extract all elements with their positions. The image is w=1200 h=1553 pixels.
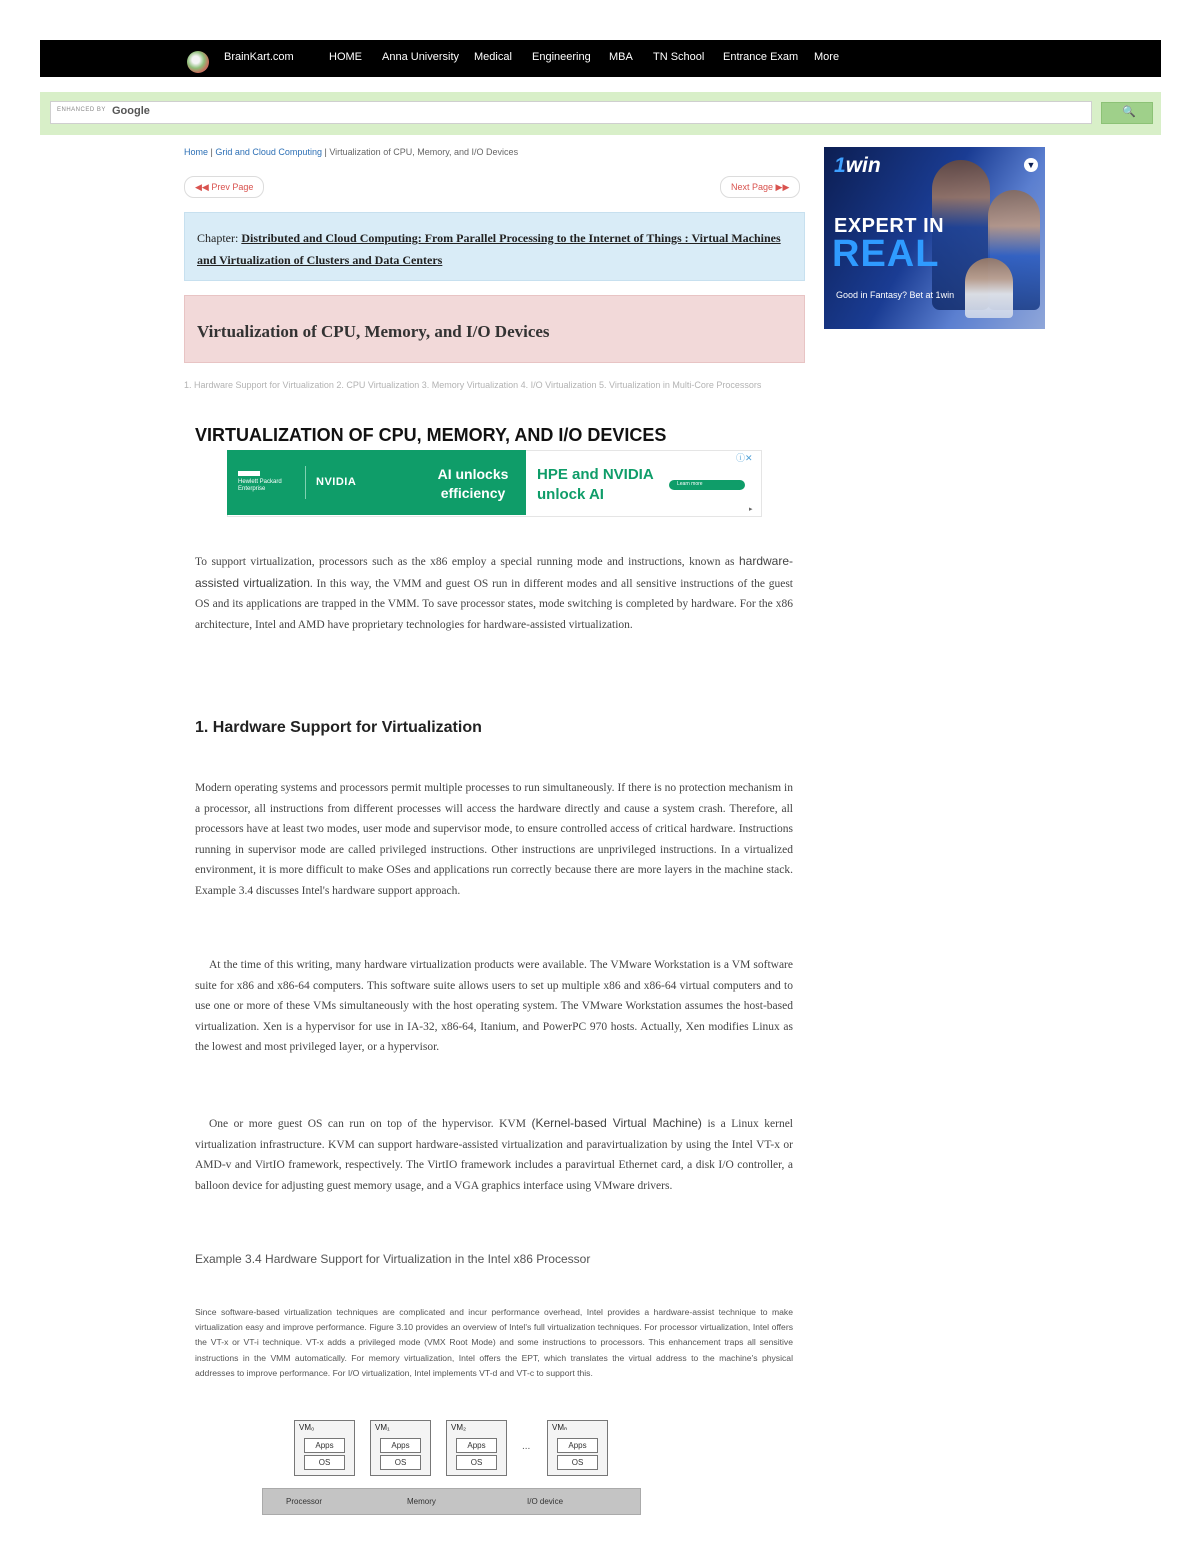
nav-engineering[interactable]: Engineering xyxy=(532,51,591,63)
ad-headline[interactable]: HPE and NVIDIA unlock AI xyxy=(537,466,654,503)
main-heading: VIRTUALIZATION OF CPU, MEMORY, AND I/O DEVICES xyxy=(195,425,667,445)
vm-box xyxy=(294,1420,355,1476)
ad-footer-text: Good in Fantasy? Bet at 1win xyxy=(836,290,955,300)
double-right-arrow-icon: ▶▶ xyxy=(775,182,790,192)
shield-icon: ▼ xyxy=(1024,158,1038,172)
hardware-io-device: I/O device xyxy=(527,1497,564,1506)
google-label: Google xyxy=(112,105,150,117)
prev-page-button[interactable] xyxy=(184,176,264,198)
ad-line2: REAL xyxy=(832,233,940,275)
onewin-logo-number: 1 xyxy=(834,154,846,177)
kvm-text: One or more guest OS can run on top of the hypervisor. KVM xyxy=(209,1118,532,1130)
nav-mba[interactable]: MBA xyxy=(609,51,633,63)
ad-player-image xyxy=(965,258,1013,318)
breadcrumb-home[interactable]: Home xyxy=(184,147,209,157)
ad-cta-label: Learn more xyxy=(677,481,703,487)
breadcrumb xyxy=(184,147,518,157)
vm-box xyxy=(370,1420,431,1476)
kvm-text-end: is a Linux kernel virtualization infrastructure. KVM can support hardware-assisted virtualization and paravirtualization by using the Intel VT-x or AMD-v and VirtIO framework, respectively. The VirtIO framework includes a paravirtual Ethernet card, a disk I/O controller, a balloon device for adjusting guest memory usage, and a VGA graphics interface using VMware drivers. xyxy=(195,1118,793,1192)
vm-label: VM₂ xyxy=(451,1423,467,1432)
search-powered-by: ENHANCED BY xyxy=(57,107,106,113)
section-heading: 1. Hardware Support for Virtualization xyxy=(195,719,482,736)
hpe-brand-text: Hewlett Packard Enterprise xyxy=(238,479,282,492)
search-input[interactable] xyxy=(50,101,1092,124)
hardware-processor: Processor xyxy=(286,1497,323,1506)
ad-tagline: AI unlocks efficiency xyxy=(437,466,509,501)
page-title: Virtualization of CPU, Memory, and I/O Devices xyxy=(197,322,550,341)
onewin-logo-word: win xyxy=(845,154,881,177)
ad-divider xyxy=(305,466,306,499)
ad-info-icon[interactable]: ▸ xyxy=(749,506,753,513)
vm-box xyxy=(547,1420,608,1476)
nvidia-logo: NVIDIA xyxy=(316,476,357,488)
next-page-button[interactable] xyxy=(720,176,800,198)
section-paragraph: At the time of this writing, many hardware virtualization products were available. The VMware Workstation is a VM software suite for x86 and x86-64 computers. This software suite allows users to set up multiple x86 and x86-64 virtual computers and to use one or more of these VMs simultaneously with the host operating system. The VMware Workstation assumes the host-based virtualization. Xen is a hypervisor for use in IA-32, x86-64, Itanium, and PowerPC 970 hosts. Actually, Xen modifies Linux as the lowest and most privileged layer, or a hypervisor. xyxy=(195,959,793,1054)
vm-os: OS xyxy=(456,1455,497,1470)
breadcrumb-section[interactable]: Grid and Cloud Computing xyxy=(215,147,322,157)
ad-line1: EXPERT IN xyxy=(834,215,945,237)
prev-page-label: Prev Page xyxy=(211,182,254,192)
chapter-prefix: Chapter: xyxy=(197,231,239,245)
breadcrumb-separator: | xyxy=(210,147,213,157)
intro-text: To support virtualization, processors such as the x86 employ a special running mode and instructions, known as xyxy=(195,556,739,568)
breadcrumb-separator: | xyxy=(324,147,327,157)
chapter-link[interactable]: Distributed and Cloud Computing: From Parallel Processing to the Internet of Things : Virtual Machines and Virtualization of Clusters and Data Centers xyxy=(197,231,781,267)
nav-more[interactable]: More xyxy=(814,51,840,63)
ad-cta-button[interactable] xyxy=(669,480,745,490)
ad-choices-icon[interactable]: ⓘ✕ xyxy=(736,453,753,463)
kvm-highlight: (Kernel-based Virtual Machine) xyxy=(531,1116,702,1130)
vm-ellipsis: ... xyxy=(522,1441,531,1452)
vm-os: OS xyxy=(557,1455,598,1470)
nav-anna-university[interactable]: Anna University xyxy=(382,51,460,63)
section-paragraph: Modern operating systems and processors permit multiple processes to run simultaneously. If there is no protection mechanism in a processor, all instructions from different processes will access the hardware directly and cause a system crash. Therefore, all processors have at least two modes, user mode and supervisor mode, to ensure controlled access of critical hardware. Instructions running in supervisor mode are called privileged instructions. Other instructions are unprivileged instructions. In a virtualized environment, it is more difficult to make OSes and applications run correctly because there are more layers in the machine stack. Example 3.4 discusses Intel's hardware support approach. xyxy=(195,782,793,897)
next-page-label: Next Page xyxy=(731,182,774,192)
intro-paragraph xyxy=(195,551,793,635)
vm-label: VM₀ xyxy=(299,1423,315,1432)
vm-apps: Apps xyxy=(557,1438,598,1453)
page-title-box xyxy=(184,295,805,363)
hpe-logo-icon xyxy=(238,471,260,476)
section-paragraph xyxy=(195,1113,793,1196)
vm-label: VMₙ xyxy=(552,1423,568,1432)
onewin-logo xyxy=(834,154,881,178)
intro-text-end: . In this way, the VMM and guest OS run in different modes and all sensitive instructions of the guest OS and its applications are trapped in the VMM. To save processor states, mode switching is completed by hardware. For the x86 architecture, Intel and AMD have proprietary technologies for hardware-assisted virtualization. xyxy=(195,577,793,631)
intro-highlight: hardware-assisted virtualization xyxy=(195,554,793,590)
nav-medical[interactable]: Medical xyxy=(474,51,512,63)
vm-box xyxy=(446,1420,507,1476)
example-paragraph: Since software-based virtualization techniques are complicated and incur performance overhead, Intel provides a hardware-assist technique to make virtualization easy and improve performance. Figure 3.10 provides an overview of Intel's full virtualization techniques. For processor virtualization, Intel offers the VT-x or VT-i technique. VT-x adds a privileged mode (VMX Root Mode) and some instructions to processors. This enhancement traps all sensitive instructions in the VMM automatically. For memory virtualization, Intel offers the EPT, which translates the virtual address to the machine's physical addresses to improve performance. For I/O virtualization, Intel implements VT-d and VT-c to support this. xyxy=(195,1307,793,1378)
nav-home[interactable]: HOME xyxy=(329,51,362,63)
nav-tn-school[interactable]: TN School xyxy=(653,51,705,63)
double-left-arrow-icon: ◀◀ xyxy=(195,182,209,192)
site-name-link[interactable]: BrainKart.com xyxy=(224,51,294,63)
hardware-memory: Memory xyxy=(407,1497,436,1506)
table-of-contents[interactable]: 1. Hardware Support for Virtualization 2. CPU Virtualization 3. Memory Virtualization 4. I/O Virtualization 5. Virtualization in Multi-Core Processors xyxy=(184,380,762,390)
vm-os: OS xyxy=(304,1455,345,1470)
vm-apps: Apps xyxy=(304,1438,345,1453)
site-logo-icon[interactable] xyxy=(187,51,209,73)
search-icon: 🔍 xyxy=(1122,106,1136,118)
chapter-box xyxy=(184,212,805,281)
breadcrumb-current: Virtualization of CPU, Memory, and I/O Devices xyxy=(329,147,519,157)
vm-label: VM₁ xyxy=(375,1423,390,1432)
vm-os: OS xyxy=(380,1455,421,1470)
search-button[interactable] xyxy=(1101,102,1153,124)
nav-entrance-exam[interactable]: Entrance Exam xyxy=(723,51,799,63)
example-heading: Example 3.4 Hardware Support for Virtualization in the Intel x86 Processor xyxy=(195,1252,591,1266)
vm-apps: Apps xyxy=(380,1438,421,1453)
vm-apps: Apps xyxy=(456,1438,497,1453)
